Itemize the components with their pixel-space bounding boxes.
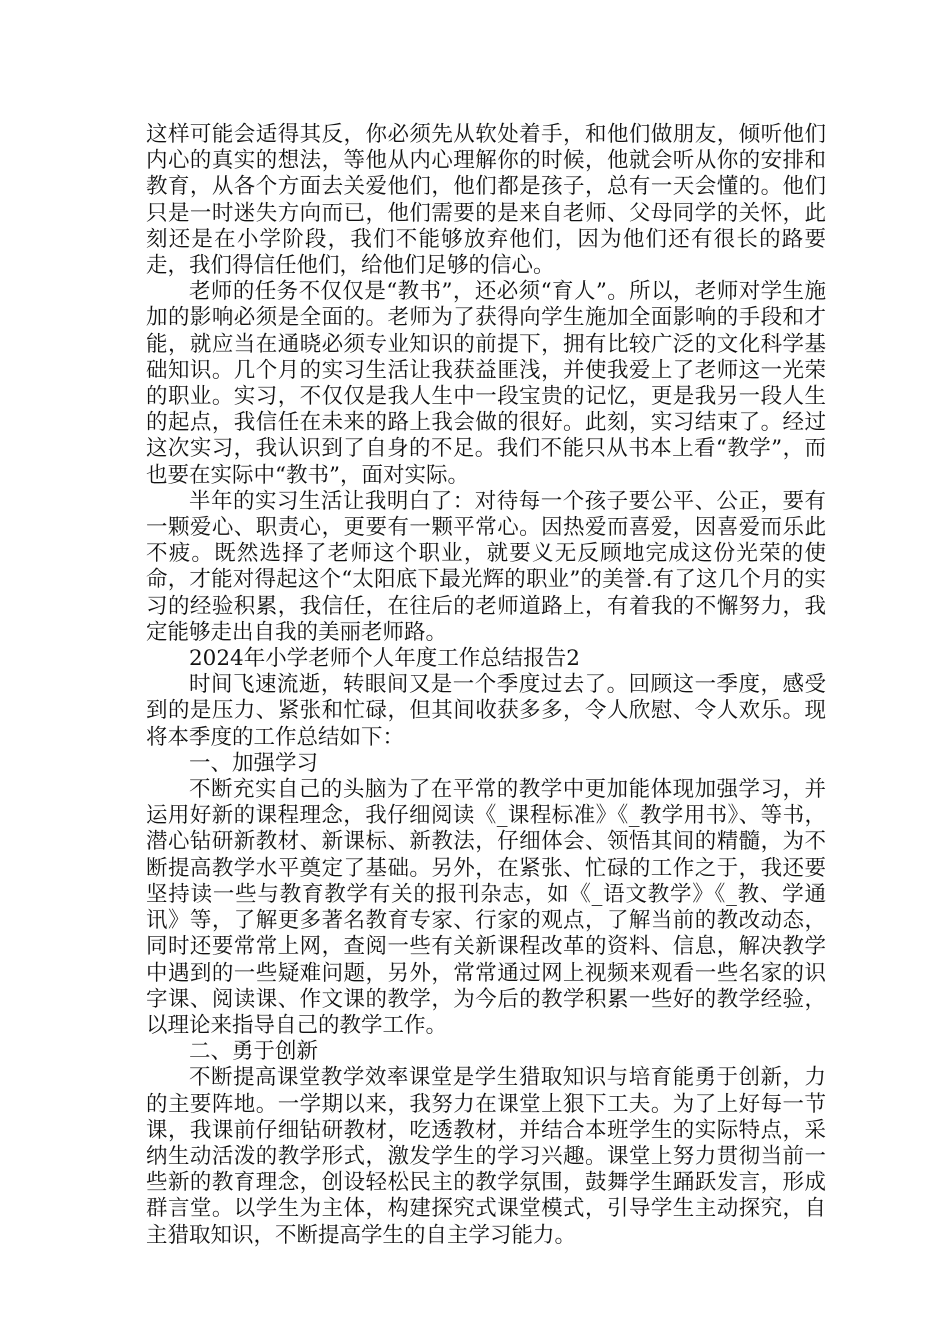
paragraph-quarter-review: 时间飞速流逝，转眼间又是一个季度过去了。回顾这一季度，感受到的是压力、紧张和忙碌，但其间收获多多，令人欣慰、令人欢乐。现将本季度的工作总结如下： (146, 672, 826, 750)
document-body (146, 122, 826, 1249)
paragraph-continuation: 这样可能会适得其反，你必须先从软处着手，和他们做朋友，倾听他们内心的真实的想法，等他从内心理解你的时候，他就会听从你的安排和教育，从各个方面去关爱他们，他们都是孩子，总有一天会懂的。他们只是一时迷失方向而已，他们需要的是来自老师、父母同学的关怀，此刻还是在小学阶段，我们不能够放弃他们，因为他们还有很长的路要走，我们得信任他们，给他们足够的信心。 (146, 122, 826, 279)
paragraph-teacher-task: 老师的任务不仅仅是“教书”，还必须“育人”。所以，老师对学生施加的影响必须是全面的。老师为了获得向学生施加全面影响的手段和才能，就应当在通晓必须专业知识的前提下，拥有比较广泛的文化科学基础知识。几个月的实习生活让我获益匪浅，并使我爱上了老师这一光荣的职业。实习，不仅仅是我人生中一段宝贵的记忆，更是我另一段人生的起点，我信任在未来的路上我会做的很好。此刻，实习结束了。经过这次实习，我认识到了自身的不足。我们不能只从书本上看“教学”，而也要在实际中“教书”，面对实际。 (146, 279, 826, 488)
section-heading-study: 一、加强学习 (189, 750, 319, 776)
report-title: 2024年小学老师个人年度工作总结报告2 (189, 646, 580, 672)
paragraph-internship-summary: 半年的实习生活让我明白了：对待每一个孩子要公平、公正，要有一颗爱心、职责心，更要有一颗平常心。因热爱而喜爱，因喜爱而乐此不疲。既然选择了老师这个职业，就要义无反顾地完成这份光荣的使命，才能对得起这个“太阳底下最光辉的职业”的美誉.有了这几个月的实习的经验积累，我信任，在往后的老师道路上，有着我的不懈努力，我定能够走出自我的美丽老师路。 (146, 488, 826, 645)
section-heading-innovation: 二、勇于创新 (189, 1039, 319, 1065)
paragraph-study: 不断充实自己的头脑为了在平常的教学中更加能体现加强学习，并运用好新的课程理念，我仔细阅读《_课程标准》《_教学用书》、等书，潜心钻研新教材、新课标、新教法，仔细体会、领悟其间的精髓，为不断提高教学水平奠定了基础。另外，在紧张、忙碌的工作之于，我还要坚持读一些与教育教学有关的报刊杂志，如《_语文教学》《_教、学通讯》等，了解更多著名教育专家、行家的观点，了解当前的教改动态，同时还要常常上网，查阅一些有关新课程改革的资料、信息，解决教学中遇到的一些疑难问题，另外，常常通过网上视频来观看一些名家的识字课、阅读课、作文课的教学，为今后的教学积累一些好的教学经验，以理论来指导自己的教学工作。 (146, 777, 826, 1038)
paragraph-innovation: 不断提高课堂教学效率课堂是学生猎取知识与培育能勇于创新，力的主要阵地。一学期以来，我努力在课堂上狠下工夫。为了上好每一节课，我课前仔细钻研教材，吃透教材，并结合本班学生的实际特点，采纳生动活泼的教学形式，激发学生的学习兴趣。课堂上努力贯彻当前一些新的教育理念，创设轻松民主的教学氛围，鼓舞学生踊跃发言，形成群言堂。以学生为主体，构建探究式课堂模式，引导学生主动探究，自主猎取知识，不断提高学生的自主学习能力。 (146, 1065, 826, 1248)
